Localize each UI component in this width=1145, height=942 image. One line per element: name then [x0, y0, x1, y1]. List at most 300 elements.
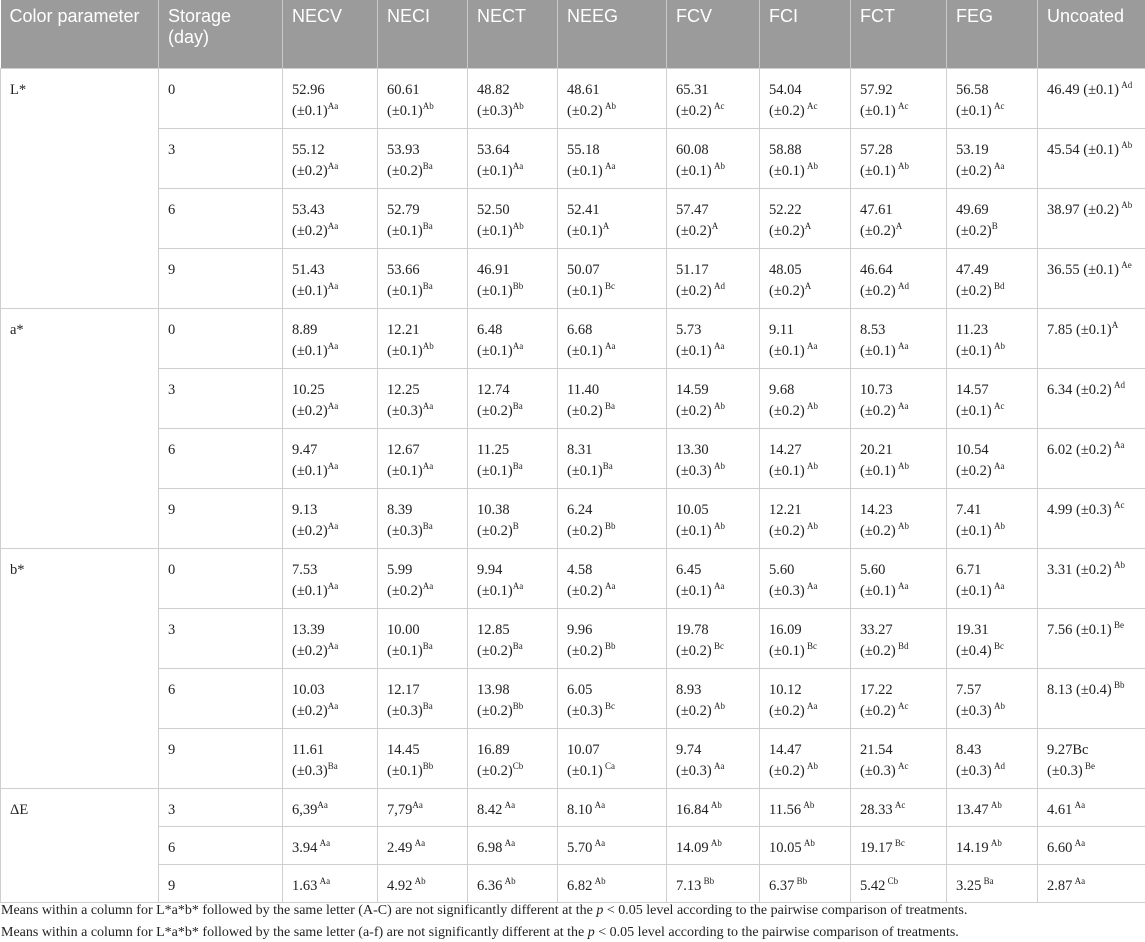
value-cell: [558, 489, 667, 549]
mean-value: 12.74: [477, 382, 510, 398]
mean-value: 10.05: [676, 502, 709, 518]
mean-value: 6,39: [292, 802, 318, 818]
mean-value: 16.89: [477, 742, 510, 758]
std-deviation: (±0.2): [676, 703, 712, 719]
mean-value: 54.04: [769, 82, 802, 98]
value-cell: [378, 669, 468, 729]
mean-value: 8.10: [567, 802, 593, 818]
std-deviation: (±0.1): [676, 163, 712, 179]
mean-value: 5.42: [860, 878, 886, 894]
std-deviation: (±0.2): [676, 403, 712, 419]
significance-letters: Bb: [1111, 680, 1125, 690]
value-cell: [558, 827, 667, 865]
significance-letters: Aa: [711, 761, 725, 771]
significance-letters: Aa: [422, 401, 434, 411]
significance-letters: Ad: [895, 281, 909, 291]
std-deviation: (±0.2): [860, 403, 896, 419]
mean-value: 6.05: [567, 682, 593, 698]
significance-letters: Aa: [711, 341, 725, 351]
value-cell: [1038, 309, 1145, 369]
std-deviation: (±0.2): [477, 703, 513, 719]
mean-value: 6.45: [676, 562, 702, 578]
mean-value: 52.50: [477, 202, 510, 218]
significance-letters: Ab: [895, 461, 909, 471]
std-deviation: (±0.1): [769, 643, 805, 659]
std-deviation: (±0.1): [956, 523, 992, 539]
value-cell: [558, 865, 667, 903]
mean-value: 47.49: [956, 262, 989, 278]
column-header: Color parameter: [1, 0, 159, 69]
mean-value: 12.25: [387, 382, 420, 398]
significance-letters: A: [1111, 320, 1119, 330]
std-deviation: (±0.1): [387, 103, 423, 119]
mean-value: 10.54: [956, 442, 989, 458]
mean-value: 8.89: [292, 322, 318, 338]
std-deviation: (±0.1): [860, 343, 896, 359]
mean-value: 12.21: [769, 502, 802, 518]
footnote-2-tail: < 0.05 level according to the pairwise comparison of treatments.: [594, 925, 959, 940]
std-deviation: (±0.3): [860, 763, 896, 779]
significance-letters: Ba: [512, 461, 523, 471]
significance-letters: Bb: [701, 876, 715, 886]
significance-letters: Cb: [885, 876, 899, 886]
value-cell: [1038, 429, 1145, 489]
value-cell: [947, 489, 1038, 549]
mean-value: 5.73: [676, 322, 702, 338]
std-deviation: (±0.1): [567, 763, 603, 779]
value-cell: [1038, 827, 1145, 865]
std-deviation: (±0.2): [292, 223, 328, 239]
mean-value: 14.19: [956, 840, 989, 856]
mean-value: 14.27: [769, 442, 802, 458]
value-cell: [947, 865, 1038, 903]
footnote-2: [1, 925, 959, 941]
std-deviation: (±0.2): [676, 223, 712, 239]
significance-letters: Ad: [1119, 80, 1133, 90]
std-deviation: (±0.2): [676, 103, 712, 119]
mean-value: 12.17: [387, 682, 420, 698]
value-cell: [378, 189, 468, 249]
value-cell: [1038, 129, 1145, 189]
significance-letters: Ac: [895, 761, 909, 771]
std-deviation: (±0.3): [387, 703, 423, 719]
color-parameter-cell: L*: [1, 69, 159, 309]
significance-letters: Ab: [711, 161, 725, 171]
value-cell: [667, 789, 760, 827]
std-deviation: (±0.3): [956, 703, 992, 719]
storage-day-cell: 0: [159, 549, 283, 609]
significance-letters: Ac: [895, 101, 909, 111]
std-deviation: (±0.1): [387, 763, 423, 779]
table-row: [1, 827, 1145, 865]
mean-value: 48.05: [769, 262, 802, 278]
std-deviation: (±0.1): [769, 343, 805, 359]
std-deviation: (±0.1): [567, 283, 603, 299]
mean-value: 8.42: [477, 802, 503, 818]
significance-letters: Ab: [801, 800, 815, 810]
column-header: FCV: [667, 0, 760, 69]
value-cell: [468, 729, 558, 789]
value-cell: [468, 369, 558, 429]
std-deviation: (±0.2): [860, 703, 896, 719]
mean-value: 14.09: [676, 840, 709, 856]
std-deviation: (±0.1): [477, 283, 513, 299]
mean-value: 11.61: [292, 742, 325, 758]
significance-letters: Ba: [422, 281, 433, 291]
std-deviation: (±0.3): [387, 403, 423, 419]
table-row: [1, 865, 1145, 903]
value-cell: [283, 549, 378, 609]
std-deviation: (±0.2): [676, 643, 712, 659]
significance-letters: Ab: [422, 341, 434, 351]
significance-letters: Ab: [895, 161, 909, 171]
value-cell: [378, 789, 468, 827]
std-deviation: (±0.1): [477, 163, 513, 179]
significance-letters: Ab: [804, 761, 818, 771]
mean-value: 17.22: [860, 682, 893, 698]
value-cell: [851, 69, 947, 129]
value-cell: [468, 429, 558, 489]
storage-day-cell: 9: [159, 489, 283, 549]
value-cell: [947, 729, 1038, 789]
value-cell: [468, 827, 558, 865]
std-deviation: (±0.1): [860, 583, 896, 599]
significance-letters: Aa: [1111, 440, 1125, 450]
std-deviation: (±0.3): [769, 583, 805, 599]
value-cell: [558, 129, 667, 189]
value-cell: [468, 69, 558, 129]
value-cell: [378, 489, 468, 549]
value-cell: [378, 429, 468, 489]
std-deviation: (±0.2): [567, 523, 603, 539]
value-cell: [667, 549, 760, 609]
mean-value: 2.49: [387, 840, 413, 856]
value-cell: [468, 129, 558, 189]
std-deviation: (±0.1): [956, 403, 992, 419]
significance-letters: Ac: [895, 701, 909, 711]
mean-value: 16.84: [676, 802, 709, 818]
significance-letters: Ab: [602, 101, 616, 111]
significance-letters: Aa: [327, 221, 339, 231]
value-cell: [468, 249, 558, 309]
significance-letters: Aa: [991, 461, 1005, 471]
std-deviation: (±0.1): [292, 343, 328, 359]
significance-letters: Aa: [502, 800, 516, 810]
table-row: [1, 609, 1145, 669]
std-deviation: (±0.1): [292, 583, 328, 599]
significance-letters: Aa: [412, 838, 426, 848]
mean-value: 14.59: [676, 382, 709, 398]
value-cell: [558, 69, 667, 129]
value-cell: [378, 827, 468, 865]
value-cell: [558, 369, 667, 429]
mean-value: 57.92: [860, 82, 893, 98]
std-deviation: (±0.2): [567, 403, 603, 419]
mean-value: 8.13 (±0.4): [1047, 682, 1112, 698]
significance-letters: A: [602, 221, 610, 231]
significance-letters: Ba: [422, 701, 433, 711]
significance-letters: Ab: [991, 521, 1005, 531]
significance-letters: A: [804, 221, 812, 231]
column-header: NEEG: [558, 0, 667, 69]
significance-letters: Ac: [1111, 500, 1125, 510]
value-cell: [1038, 69, 1145, 129]
table-row: [1, 789, 1145, 827]
std-deviation: (±0.1): [676, 343, 712, 359]
significance-letters: Aa: [592, 838, 606, 848]
significance-letters: Ba: [512, 641, 523, 651]
value-cell: [947, 369, 1038, 429]
significance-letters: Ba: [422, 521, 433, 531]
storage-day-cell: 3: [159, 369, 283, 429]
std-deviation: (±0.1): [567, 463, 603, 479]
storage-day-cell: 9: [159, 729, 283, 789]
value-cell: [283, 827, 378, 865]
value-cell: [760, 609, 851, 669]
significance-letters: Ac: [991, 101, 1005, 111]
value-cell: [468, 609, 558, 669]
significance-letters: Ae: [1119, 260, 1132, 270]
storage-day-cell: 6: [159, 429, 283, 489]
value-cell: [378, 549, 468, 609]
footnote-1-p: p: [596, 903, 604, 918]
table-row: [1, 129, 1145, 189]
std-deviation: (±0.2): [567, 643, 603, 659]
value-cell: [851, 189, 947, 249]
footnote-1-text: Means within a column for L*a*b* followed by the same letter (A-C) are not significantly different at the: [1, 903, 597, 918]
value-cell: [947, 827, 1038, 865]
std-deviation: (±0.2): [956, 163, 992, 179]
std-deviation: (±0.4): [956, 643, 992, 659]
value-cell: [947, 189, 1038, 249]
mean-value: 9.27Bc: [1047, 742, 1089, 758]
mean-value: 7.56 (±0.1): [1047, 622, 1112, 638]
std-deviation: (±0.2): [387, 583, 423, 599]
value-cell: [558, 789, 667, 827]
column-header: Storage (day): [159, 0, 283, 69]
significance-letters: Aa: [327, 281, 339, 291]
value-cell: [1038, 789, 1145, 827]
value-cell: [283, 489, 378, 549]
std-deviation: (±0.2): [769, 223, 805, 239]
value-cell: [283, 249, 378, 309]
std-deviation: (±0.1): [567, 223, 603, 239]
significance-letters: Ab: [1119, 200, 1133, 210]
value-cell: [851, 369, 947, 429]
value-cell: [1038, 609, 1145, 669]
significance-letters: Bb: [794, 876, 808, 886]
value-cell: [760, 669, 851, 729]
value-cell: [378, 309, 468, 369]
significance-letters: Ab: [1119, 140, 1133, 150]
mean-value: 53.93: [387, 142, 420, 158]
mean-value: 9.11: [769, 322, 794, 338]
value-cell: [851, 669, 947, 729]
significance-letters: Aa: [412, 800, 423, 810]
value-cell: [667, 249, 760, 309]
significance-letters: Ba: [512, 401, 523, 411]
mean-value: 13.47: [956, 802, 989, 818]
value-cell: [378, 249, 468, 309]
mean-value: 33.27: [860, 622, 893, 638]
mean-value: 8.43: [956, 742, 982, 758]
significance-letters: Ab: [804, 461, 818, 471]
significance-letters: Aa: [327, 401, 339, 411]
std-deviation: (±0.2): [860, 523, 896, 539]
significance-letters: Ab: [512, 221, 524, 231]
value-cell: [558, 669, 667, 729]
value-cell: [667, 827, 760, 865]
value-cell: [468, 489, 558, 549]
significance-letters: Aa: [804, 701, 818, 711]
significance-letters: B: [991, 221, 998, 231]
std-deviation: (±0.2): [769, 703, 805, 719]
table-row: [1, 189, 1145, 249]
mean-value: 3.94: [292, 840, 318, 856]
mean-value: 14.23: [860, 502, 893, 518]
significance-letters: Aa: [327, 701, 339, 711]
significance-letters: Aa: [895, 401, 909, 411]
value-cell: [378, 369, 468, 429]
std-deviation: (±0.1): [477, 583, 513, 599]
std-deviation: (±0.2): [292, 163, 328, 179]
value-cell: [947, 669, 1038, 729]
value-cell: [283, 129, 378, 189]
value-cell: [760, 129, 851, 189]
mean-value: 1.63: [292, 878, 318, 894]
mean-value: 7,79: [387, 802, 413, 818]
std-deviation: (±0.2): [292, 523, 328, 539]
value-cell: [667, 489, 760, 549]
mean-value: 48.61: [567, 82, 600, 98]
std-deviation: (±0.2): [956, 463, 992, 479]
table-row: [1, 729, 1145, 789]
mean-value: 57.47: [676, 202, 709, 218]
mean-value: 49.69: [956, 202, 989, 218]
mean-value: 14.47: [769, 742, 802, 758]
color-parameter-cell: a*: [1, 309, 159, 549]
significance-letters: Bc: [711, 641, 724, 651]
significance-letters: Ab: [988, 838, 1002, 848]
value-cell: [1038, 549, 1145, 609]
column-header: Uncoated: [1038, 0, 1145, 69]
significance-letters: Ab: [708, 838, 722, 848]
std-deviation: (±0.2): [769, 403, 805, 419]
std-deviation: (±0.2): [769, 523, 805, 539]
mean-value: 8.31: [567, 442, 593, 458]
std-deviation: (±0.2): [477, 523, 513, 539]
mean-value: 60.08: [676, 142, 709, 158]
value-cell: [468, 789, 558, 827]
std-deviation: (±0.2): [477, 763, 513, 779]
mean-value: 10.07: [567, 742, 600, 758]
value-cell: [851, 609, 947, 669]
table-row: [1, 249, 1145, 309]
mean-value: 11.56: [769, 802, 802, 818]
mean-value: 6.82: [567, 878, 593, 894]
significance-letters: Ab: [804, 401, 818, 411]
mean-value: 5.70: [567, 840, 593, 856]
significance-letters: Be: [1111, 620, 1124, 630]
value-cell: [851, 827, 947, 865]
significance-letters: Aa: [422, 581, 434, 591]
value-cell: [1038, 729, 1145, 789]
value-cell: [760, 827, 851, 865]
mean-value: 55.12: [292, 142, 325, 158]
value-cell: [558, 309, 667, 369]
std-deviation: (±0.2): [567, 583, 603, 599]
value-cell: [667, 189, 760, 249]
std-deviation: (±0.3): [387, 523, 423, 539]
value-cell: [667, 729, 760, 789]
std-deviation: (±0.1): [292, 283, 328, 299]
footnote-2-text: Means within a column for L*a*b* followed by the same letter (a-f) are not significantly different at the: [1, 925, 588, 940]
significance-letters: Aa: [327, 461, 339, 471]
value-cell: [760, 549, 851, 609]
significance-letters: Ba: [602, 461, 613, 471]
table-row: [1, 69, 1145, 129]
significance-letters: A: [804, 281, 812, 291]
significance-letters: Aa: [592, 800, 606, 810]
mean-value: 56.58: [956, 82, 989, 98]
significance-letters: Bc: [602, 701, 615, 711]
value-cell: [378, 609, 468, 669]
value-cell: [947, 789, 1038, 827]
value-cell: [760, 865, 851, 903]
color-parameter-cell: ΔE: [1, 789, 159, 903]
storage-day-cell: 6: [159, 827, 283, 865]
value-cell: [1038, 489, 1145, 549]
mean-value: 7.85 (±0.1): [1047, 322, 1112, 338]
mean-value: 9.13: [292, 502, 318, 518]
significance-letters: Bb: [602, 521, 616, 531]
mean-value: 3.25: [956, 878, 982, 894]
storage-day-cell: 3: [159, 129, 283, 189]
significance-letters: Bb: [512, 281, 524, 291]
std-deviation: (±0.2): [769, 763, 805, 779]
significance-letters: Ba: [422, 161, 433, 171]
std-deviation: (±0.2): [769, 103, 805, 119]
std-deviation: (±0.2): [956, 223, 992, 239]
mean-value: 10.73: [860, 382, 893, 398]
significance-letters: Bd: [895, 641, 909, 651]
value-cell: [851, 309, 947, 369]
significance-letters: Ab: [1111, 560, 1125, 570]
significance-letters: Aa: [327, 581, 339, 591]
std-deviation: (±0.1): [292, 463, 328, 479]
value-cell: [667, 865, 760, 903]
footnote-1-tail: < 0.05 level according to the pairwise comparison of treatments.: [603, 903, 968, 918]
significance-letters: Aa: [317, 838, 331, 848]
significance-letters: A: [711, 221, 719, 231]
table-row: [1, 429, 1145, 489]
value-cell: [558, 609, 667, 669]
significance-letters: Aa: [327, 521, 339, 531]
std-deviation: (±0.1): [956, 583, 992, 599]
storage-day-cell: 3: [159, 609, 283, 669]
significance-letters: Ab: [991, 341, 1005, 351]
value-cell: [760, 189, 851, 249]
value-cell: [667, 129, 760, 189]
mean-value: 13.98: [477, 682, 510, 698]
mean-value: 11.23: [956, 322, 989, 338]
std-deviation: (±0.1): [769, 463, 805, 479]
mean-value: 20.21: [860, 442, 893, 458]
significance-letters: Ab: [988, 800, 1002, 810]
std-deviation: (±0.3): [292, 763, 328, 779]
std-deviation: (±0.1): [769, 163, 805, 179]
significance-letters: Cb: [512, 761, 524, 771]
